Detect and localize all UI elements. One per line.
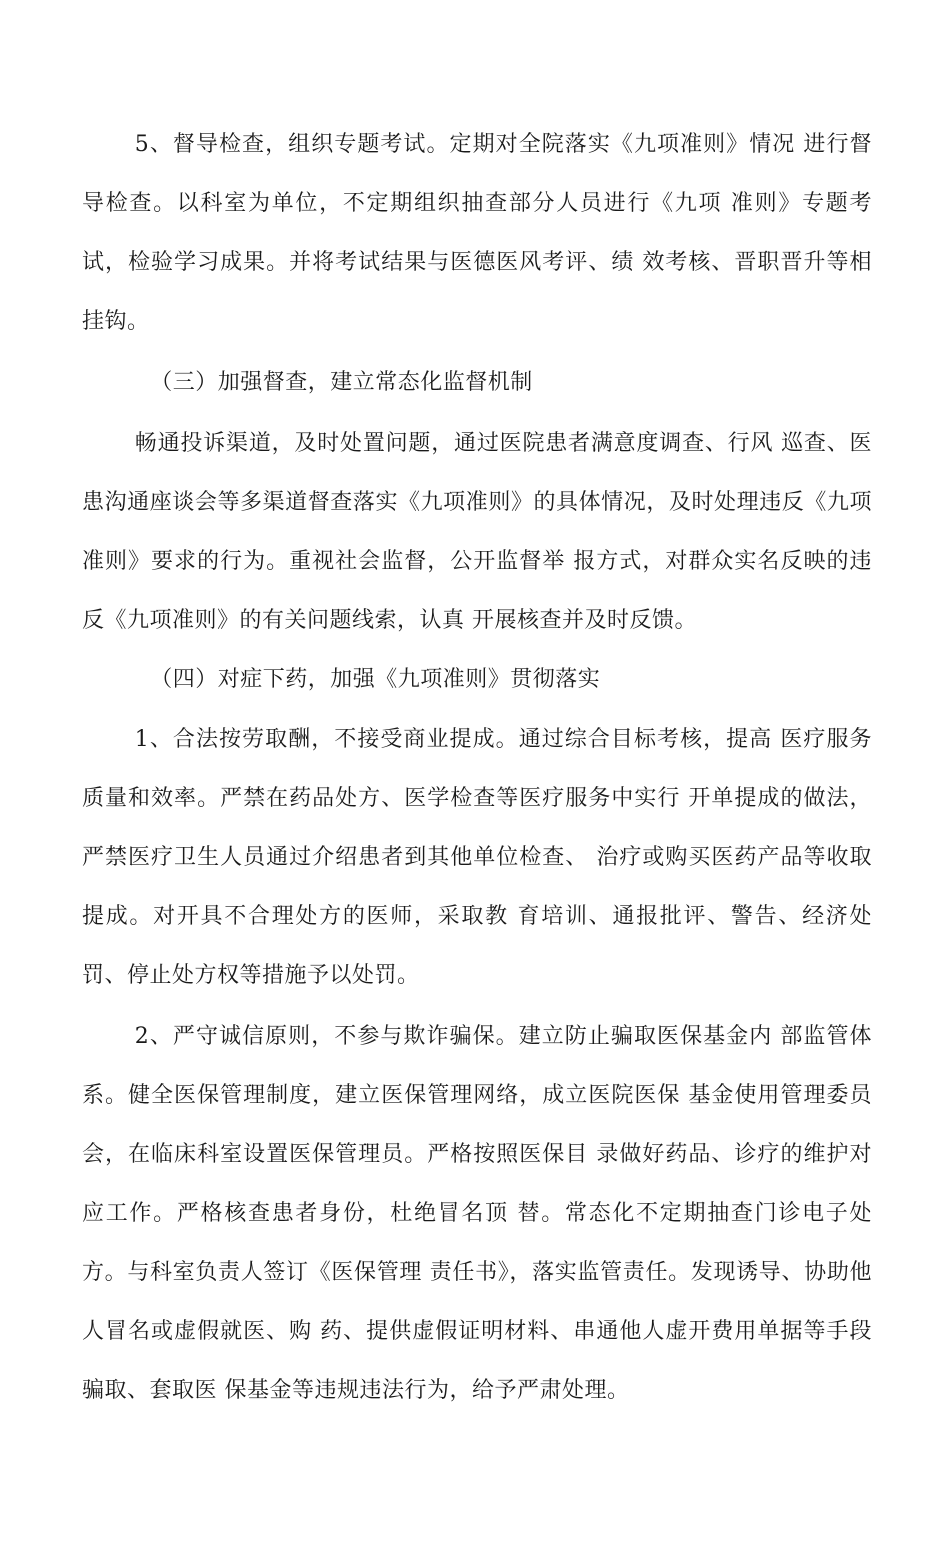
- paragraph-insurance-integrity: 2、严守诚信原则，不参与欺诈骗保。建立防止骗取医保基金内 部监管体系。健全医保管理制度，建立医保管理网络，成立医院医保 基金使用管理委员会，在临床科室设置医保管理员。严格按照医保目 录做好药品、诊疗的维护对应工作。严格核查患者身份，杜绝冒名顶 替。常态化不定期抽查门诊电子处方。与科室负责人签订《医保管理 责任书》，落实监管责任。发现诱导、协助他人冒名或虚假就医、购 药、提供虚假证明材料、串通他人虚开费用单据等手段骗取、套取医 保基金等违规违法行为，给予严肃处理。: [82, 1024, 872, 1403]
- paragraph-inspection-exams: 5、督导检查，组织专题考试。定期对全院落实《九项准则》情况 进行督导检查。以科室为单位，不定期组织抽查部分人员进行《九项 准则》专题考试，检验学习成果。并将考试结果与医德医风考评、绩 效考核、晋职晋升等相挂钩。: [82, 132, 872, 334]
- paragraph-complaint-channels: 畅通投诉渠道，及时处置问题，通过医院患者满意度调查、行风 巡查、医患沟通座谈会等多渠道督查落实《九项准则》的具体情况，及时处理违反《九项准则》要求的行为。重视社会监督，公开监督举 报方式，对群众实名反映的违反《九项准则》的有关问题线索，认真 开展核查并及时反馈。: [82, 431, 872, 633]
- paragraph-lawful-remuneration: 1、合法按劳取酬，不接受商业提成。通过综合目标考核，提高 医疗服务质量和效率。严禁在药品处方、医学检查等医疗服务中实行 开单提成的做法，严禁医疗卫生人员通过介绍患者到其他单位检查、 治疗或购买医药产品等收取提成。对开具不合理处方的医师，采取教 育培训、通报批评、警告、经济处罚、停止处方权等措施予以处罚。: [82, 727, 872, 988]
- section-heading-implementation: （四）对症下药，加强《九项准则》贯彻落实: [150, 667, 601, 692]
- section-heading-supervision: （三）加强督查，建立常态化监督机制: [150, 370, 533, 395]
